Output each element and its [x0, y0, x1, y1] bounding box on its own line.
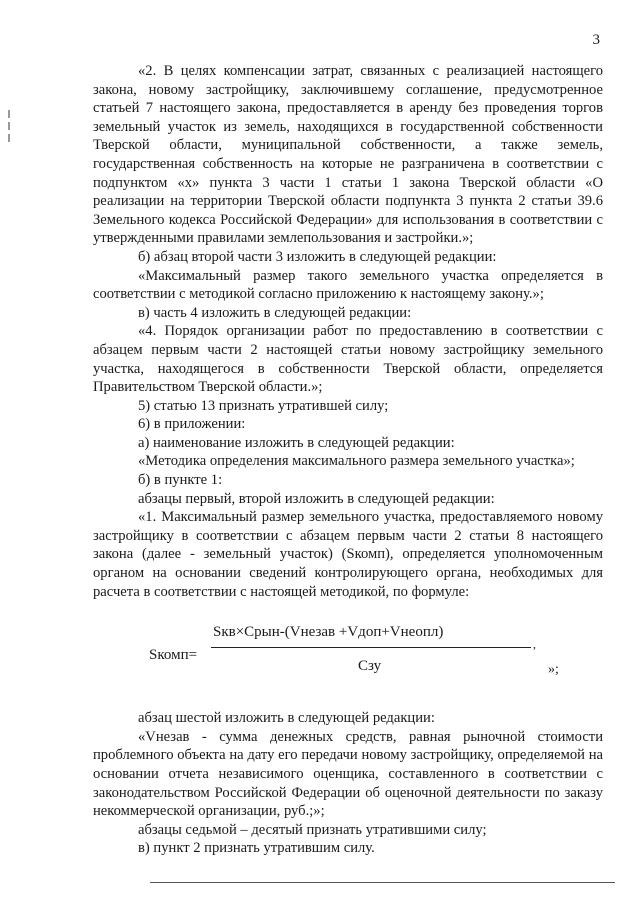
formula [93, 611, 603, 699]
formula-label: Sкомп= [149, 647, 198, 664]
paragraph: «4. Порядок организации работ по предоставлению в соответствии с абзацем первым части 2 настоящей статьи новому застройщику земельного участка, находящегося в собственности Тверской области, определяется Правительством Тверской области.»; [93, 323, 603, 396]
paragraph: а) наименование изложить в следующей редакции: [138, 434, 455, 451]
paragraph: 6) в приложении: [138, 416, 246, 433]
paragraph: «Методика определения максимального размера земельного участка»; [138, 453, 575, 470]
paragraph: «Vнезав - сумма денежных средств, равная рыночной стоимости проблемного объекта на дату его передачи новому застройщику, определяемой на основании отчета независимого оценщика, составленного в соответствии с законодательством Российской Федерации об оценочной деятельности по заказу некоммерческой организации, руб.;»; [93, 728, 603, 820]
paragraph: «2. В целях компенсации затрат, связанных с реализацией настоящего закона, новому застройщику, заключившему соглашение, предусмотренное статьей 7 настоящего закона, предоставляется в аренду без проведения торгов земельный участок из земель, находящихся в государственной собственности Тверской области, муниципальной собственности, а также земель, государственная собственность на которые не разграничена в соответствии с подпунктом «х» пункта 3 части 1 статьи 1 закона Тверской области «О реализации на территории Тверской области подпункта 3 пункта 2 статьи 39.6 Земельного кодекса Российской Федерации» для использования в соответствии с утвержденными правилами землепользования и застройки.»; [93, 63, 603, 247]
paragraph: б) абзац второй части 3 изложить в следующей редакции: [138, 248, 497, 265]
margin-mark [8, 122, 10, 130]
paragraph: б) в пункте 1: [138, 472, 223, 489]
formula-denominator: Сзу [358, 658, 382, 675]
paragraph: 5) статью 13 признать утратившей силу; [138, 397, 389, 414]
page-number: 3 [592, 32, 600, 48]
formula-comma: , [533, 637, 536, 652]
document-body [93, 62, 603, 858]
paragraph: в) пункт 2 признать утратившим силу. [138, 840, 375, 857]
paragraph: абзацы первый, второй изложить в следующей редакции: [138, 490, 495, 507]
fraction-line [211, 647, 531, 648]
paragraph: в) часть 4 изложить в следующей редакции: [138, 304, 412, 321]
margin-mark [8, 110, 10, 118]
paragraph: абзац шестой изложить в следующей редакции: [138, 710, 435, 727]
bottom-rule [150, 882, 615, 883]
formula-end: »; [548, 662, 559, 678]
paragraph: абзацы седьмой – десятый признать утратившими силу; [138, 821, 487, 838]
paragraph: «1. Максимальный размер земельного участка, предоставляемого новому застройщику в соответствии с абзацем первым части 2 статьи 8 настоящего закона (далее - земельный участок) (Sкомп), определяется уполномоченным органом на основании сведений контролирующего органа, необходимых для расчета в соответствии с настоящей методикой, по формуле: [93, 509, 603, 600]
margin-mark [8, 134, 10, 142]
formula-numerator: Sкв×Срын-(Vнезав +Vдоп+Vнеопл) [213, 624, 444, 641]
paragraph: «Максимальный размер такого земельного участка определяется в соответствии с методикой согласно приложению к настоящему закону.»; [93, 267, 603, 303]
